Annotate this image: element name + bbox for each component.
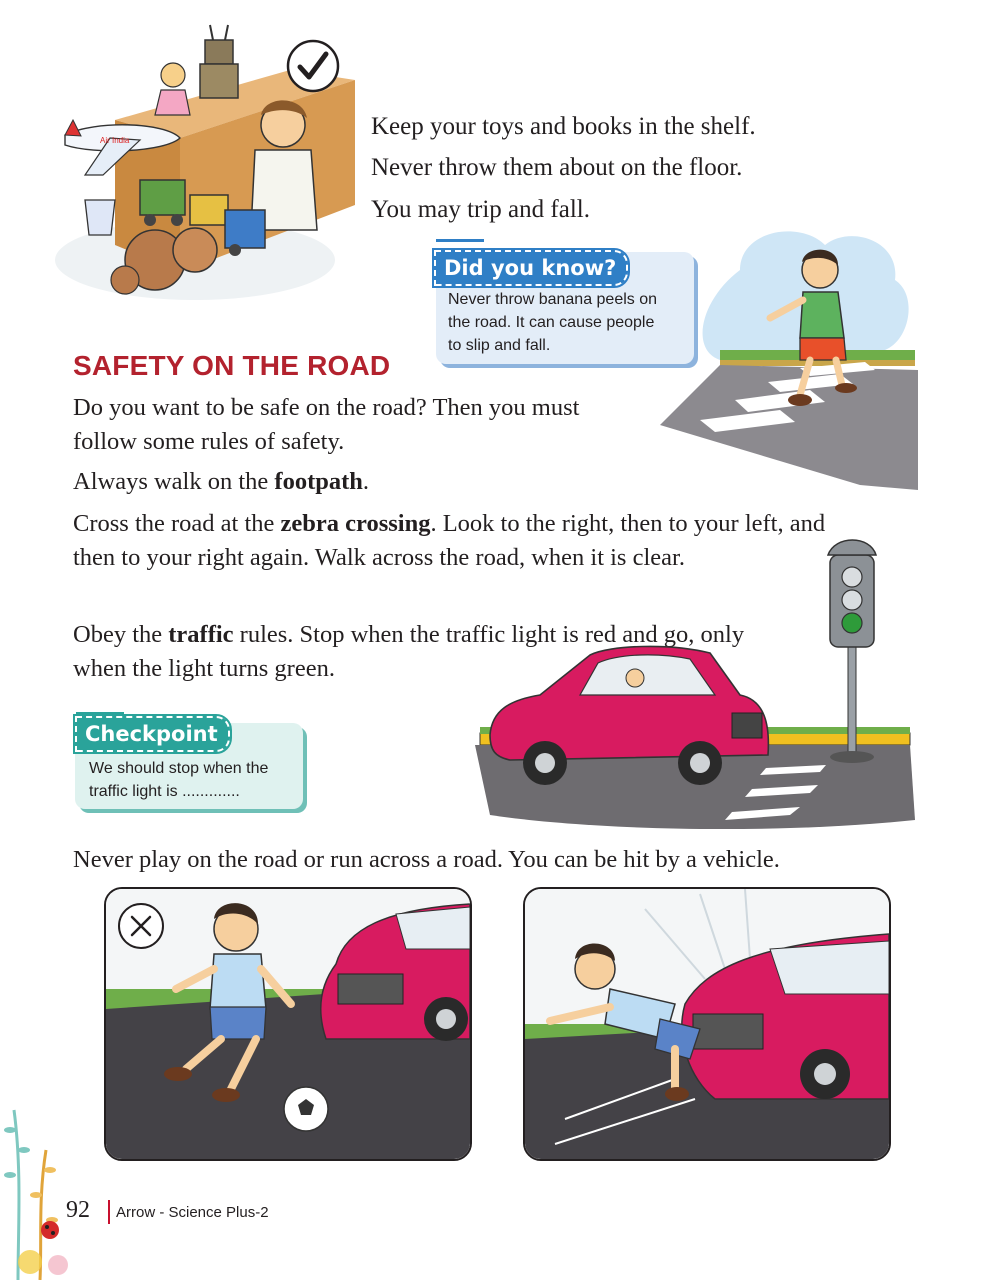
section-heading: SAFETY ON THE ROAD [73, 350, 391, 381]
checkpoint-title: Checkpoint [75, 716, 230, 752]
checkpoint-text [89, 757, 301, 803]
safety-intro-line-2: follow some rules of safety. [73, 428, 345, 455]
decorative-plants-icon [0, 1090, 80, 1280]
safety-intro-line-1: Do you want to be safe on the road? Then you must [73, 394, 580, 421]
paragraph-safety-intro [73, 391, 653, 459]
did-you-know-line-2: the road. It can cause people [448, 314, 655, 331]
toys-line-1: Keep your toys and books in the shelf. [371, 113, 756, 140]
did-you-know-title: Did you know? [434, 250, 628, 286]
zebra-crossing-illustration [660, 210, 918, 490]
panel-playing-on-road [104, 887, 472, 1161]
zebra-line-1-before: Cross the road at the [73, 510, 281, 537]
toys-line-3: You may trip and fall. [371, 196, 590, 223]
footpath-text-after: . [362, 468, 370, 495]
footer-divider [108, 1200, 110, 1224]
checkpoint-line-2: traffic light is ............. [89, 783, 240, 800]
checkpoint-accent-line [76, 712, 124, 715]
traffic-line-2: when the light turns green. [73, 655, 335, 682]
did-you-know-accent-line [436, 239, 484, 242]
traffic-line-1-after: rules. Stop when the traffic light is red and go, only [233, 621, 745, 648]
footpath-text-before: Always walk on the [73, 468, 275, 495]
cross-mark-icon [116, 901, 166, 951]
did-you-know-line-3: to slip and fall. [448, 337, 551, 354]
zebra-crossing-term: zebra crossing [280, 510, 431, 537]
did-you-know-text [448, 288, 688, 357]
did-you-know-line-1: Never throw banana peels on [448, 291, 658, 308]
traffic-term: traffic [168, 621, 234, 648]
toys-line-2: Never throw them about on the floor. [371, 154, 743, 181]
tick-mark-icon [285, 38, 341, 94]
panel-hit-by-vehicle [523, 887, 891, 1161]
checkpoint-line-1: We should stop when the [89, 760, 269, 777]
traffic-line-1-before: Obey the [73, 621, 169, 648]
zebra-line-2: then to your right again. Walk across the road, when it is clear. [73, 544, 685, 571]
page-number: 92 [66, 1197, 90, 1223]
zebra-line-1-after: . Look to the right, then to your left, and [430, 510, 826, 537]
plane-text: Air India [100, 136, 130, 145]
footpath-term: footpath [274, 468, 363, 495]
car-traffic-light-illustration [470, 535, 915, 835]
boy-hit-by-car-illustration [525, 889, 889, 1159]
paragraph-footpath [73, 465, 369, 499]
paragraph-never-play: Never play on the road or run across a road. You can be hit by a vehicle. [73, 846, 780, 873]
book-title: Arrow - Science Plus-2 [116, 1204, 269, 1221]
